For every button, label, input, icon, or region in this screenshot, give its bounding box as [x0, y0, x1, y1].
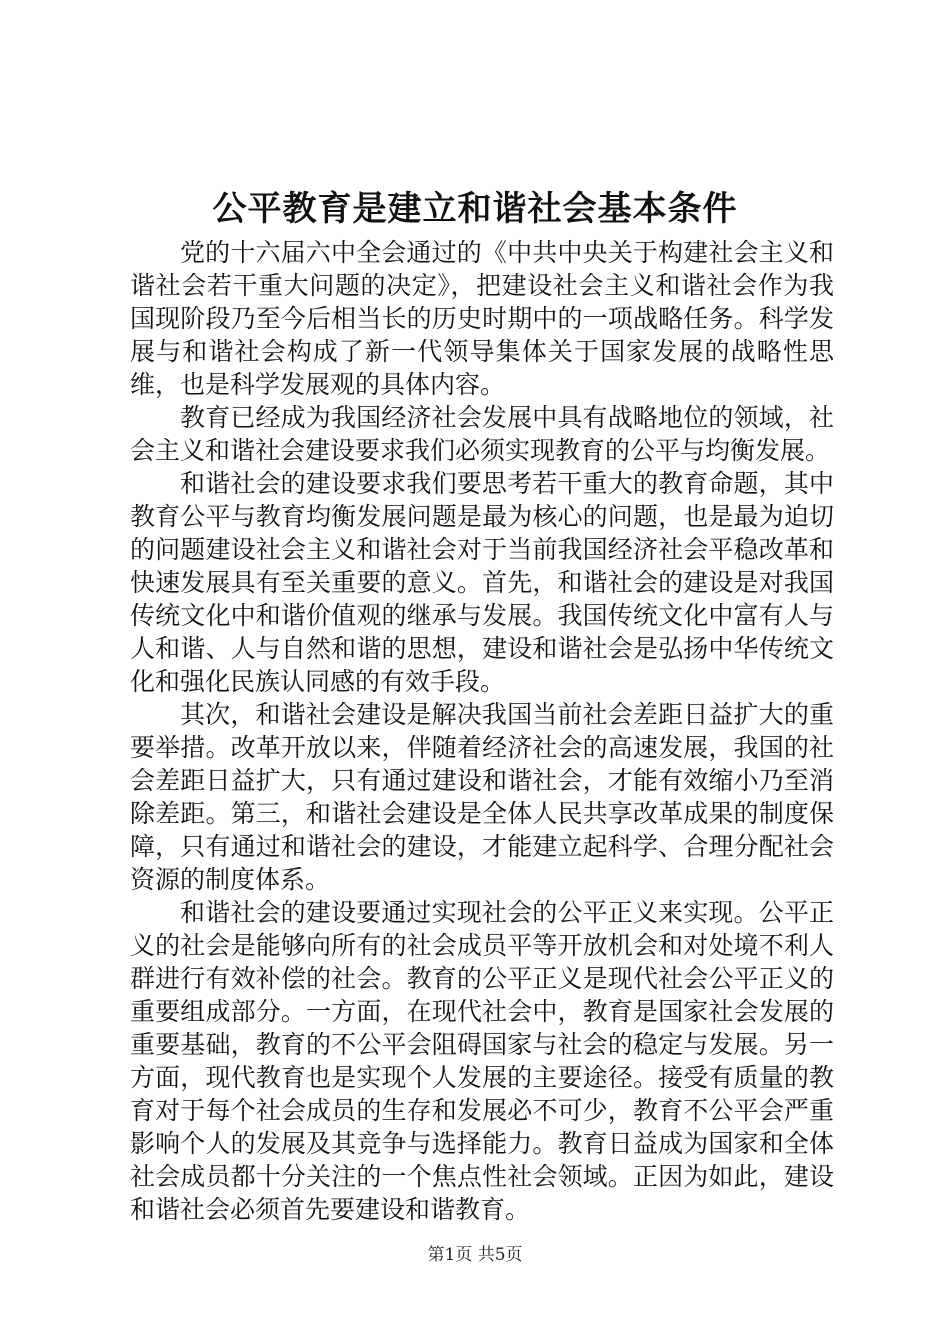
paragraph-4: 其次，和谐社会建设是解决我国当前社会差距日益扩大的重要举措。改革开放以来，伴随着经济社会的高速发展，我国的社会差距日益扩大，只有通过建设和谐社会，才能有效缩小乃至消除差距。第三，和谐社会建设是全体人民共享改革成果的制度保障，只有通过和谐社会的建设，才能建立起科学、合理分配社会资源的制度体系。	[130, 700, 834, 894]
paragraph-1: 党的十六届六中全会通过的《中共中央关于构建社会主义和谐社会若干重大问题的决定》，把建设社会主义和谐社会作为我国现阶段乃至今后相当长的历史时期中的一项战略任务。科学发展与和谐社会构成了新一代领导集体关于国家发展的战略性思维，也是科学发展观的具体内容。	[130, 238, 834, 399]
paragraph-2: 教育已经成为我国经济社会发展中具有战略地位的领域，社会主义和谐社会建设要求我们必须实现教育的公平与均衡发展。	[130, 403, 834, 465]
page-number-footer: 第1页 共5页	[427, 1245, 523, 1265]
paragraph-5: 和谐社会的建设要通过实现社会的公平正义来实现。公平正义的社会是能够向所有的社会成员平等开放机会和对处境不利人群进行有效补偿的社会。教育的公平正义是现代社会公平正义的重要组成部分。一方面，在现代社会中，教育是国家社会发展的重要基础，教育的不公平会阻碍国家与社会的稳定与发展。另一方面，现代教育也是实现个人发展的主要途径。接受有质量的教育对于每个社会成员的生存和发展必不可少，教育不公平会严重影响个人的发展及其竞争与选择能力。教育日益成为国家和全体社会成员都十分关注的一个焦点性社会领域。正因为如此，建设和谐社会必须首先要建设和谐教育。	[130, 898, 834, 1224]
document-body	[130, 236, 834, 1226]
page-title: 公平教育是建立和谐社会基本条件	[212, 189, 738, 229]
paragraph-3: 和谐社会的建设要求我们要思考若干重大的教育命题，其中教育公平与教育均衡发展问题是最为核心的问题，也是最为迫切的问题建设社会主义和谐社会对于当前我国经济社会平稳改革和快速发展具有至关重要的意义。首先，和谐社会的建设是对我国传统文化中和谐价值观的继承与发展。我国传统文化中富有人与人和谐、人与自然和谐的思想，建设和谐社会是弘扬中华传统文化和强化民族认同感的有效手段。	[130, 469, 834, 696]
